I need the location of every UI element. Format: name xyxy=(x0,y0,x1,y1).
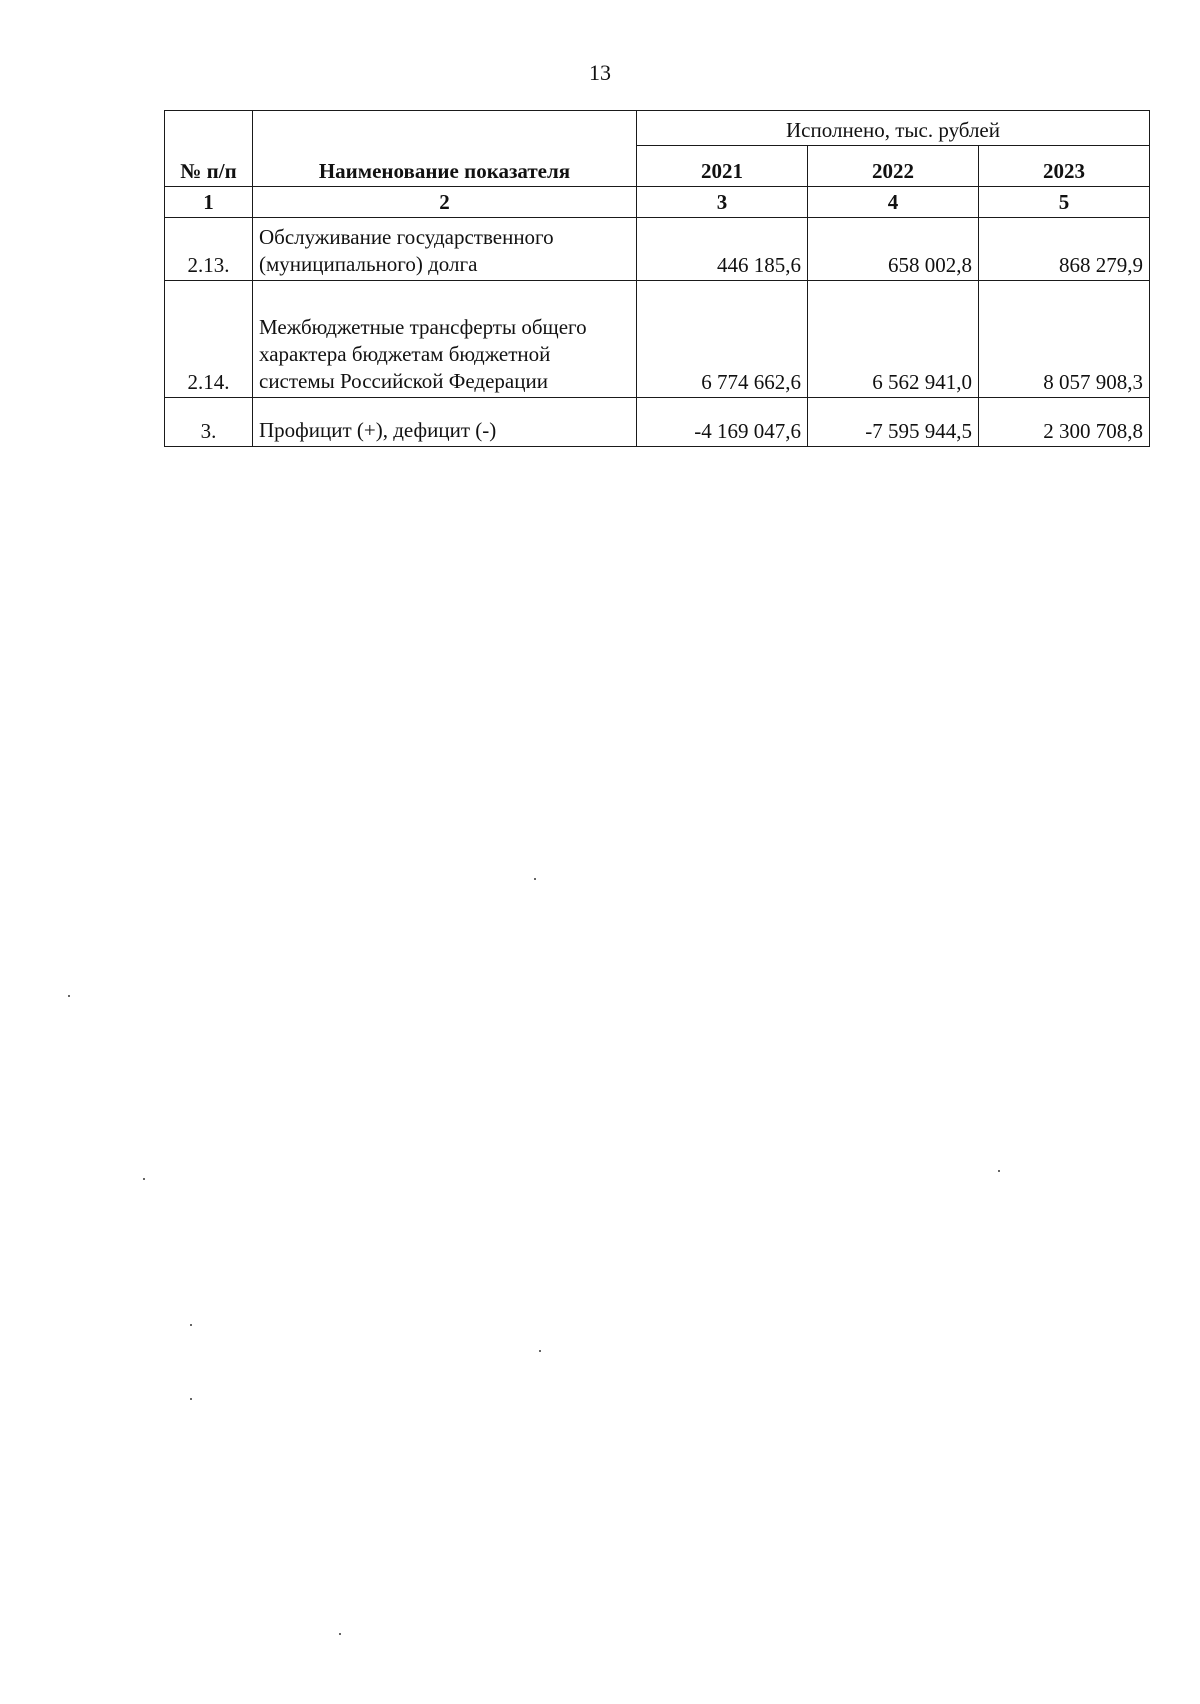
table-row xyxy=(165,398,1150,447)
scan-speck xyxy=(143,1178,145,1180)
table-row xyxy=(165,218,1150,281)
row-value-2022: -7 595 944,5 xyxy=(808,398,979,447)
header-year-2023: 2023 xyxy=(979,146,1150,187)
column-index: 1 xyxy=(165,187,253,218)
header-indicator-name: Наименование показателя xyxy=(253,111,637,187)
column-index-row xyxy=(165,187,1150,218)
table-header-row xyxy=(165,111,1150,146)
row-value-2023: 2 300 708,8 xyxy=(979,398,1150,447)
header-number: № п/п xyxy=(165,111,253,187)
scan-speck xyxy=(998,1170,1000,1172)
header-year-2021: 2021 xyxy=(637,146,808,187)
header-year-2022: 2022 xyxy=(808,146,979,187)
scan-speck xyxy=(190,1398,192,1400)
row-value-2021: 6 774 662,6 xyxy=(637,281,808,398)
budget-execution-table xyxy=(164,110,1150,447)
row-value-2021: 446 185,6 xyxy=(637,218,808,281)
row-value-2023: 868 279,9 xyxy=(979,218,1150,281)
table-row xyxy=(165,281,1150,398)
column-index: 2 xyxy=(253,187,637,218)
row-value-2022: 6 562 941,0 xyxy=(808,281,979,398)
row-indicator-name: Обслуживание государственного (муниципального) долга xyxy=(253,218,637,281)
column-index: 3 xyxy=(637,187,808,218)
column-index: 4 xyxy=(808,187,979,218)
row-indicator-name: Профицит (+), дефицит (-) xyxy=(253,398,637,447)
scan-speck xyxy=(534,878,536,880)
row-indicator-name: Межбюджетные трансферты общего характера бюджетам бюджетной системы Российской Федерации xyxy=(253,281,637,398)
header-executed-group: Исполнено, тыс. рублей xyxy=(637,111,1150,146)
scan-speck xyxy=(68,995,70,997)
row-value-2021: -4 169 047,6 xyxy=(637,398,808,447)
scan-speck xyxy=(339,1633,341,1635)
row-number: 2.13. xyxy=(165,218,253,281)
page-number: 13 xyxy=(589,60,611,85)
column-index: 5 xyxy=(979,187,1150,218)
row-number: 2.14. xyxy=(165,281,253,398)
scan-speck xyxy=(539,1350,541,1352)
row-value-2023: 8 057 908,3 xyxy=(979,281,1150,398)
row-number: 3. xyxy=(165,398,253,447)
row-value-2022: 658 002,8 xyxy=(808,218,979,281)
scan-speck xyxy=(190,1324,192,1326)
